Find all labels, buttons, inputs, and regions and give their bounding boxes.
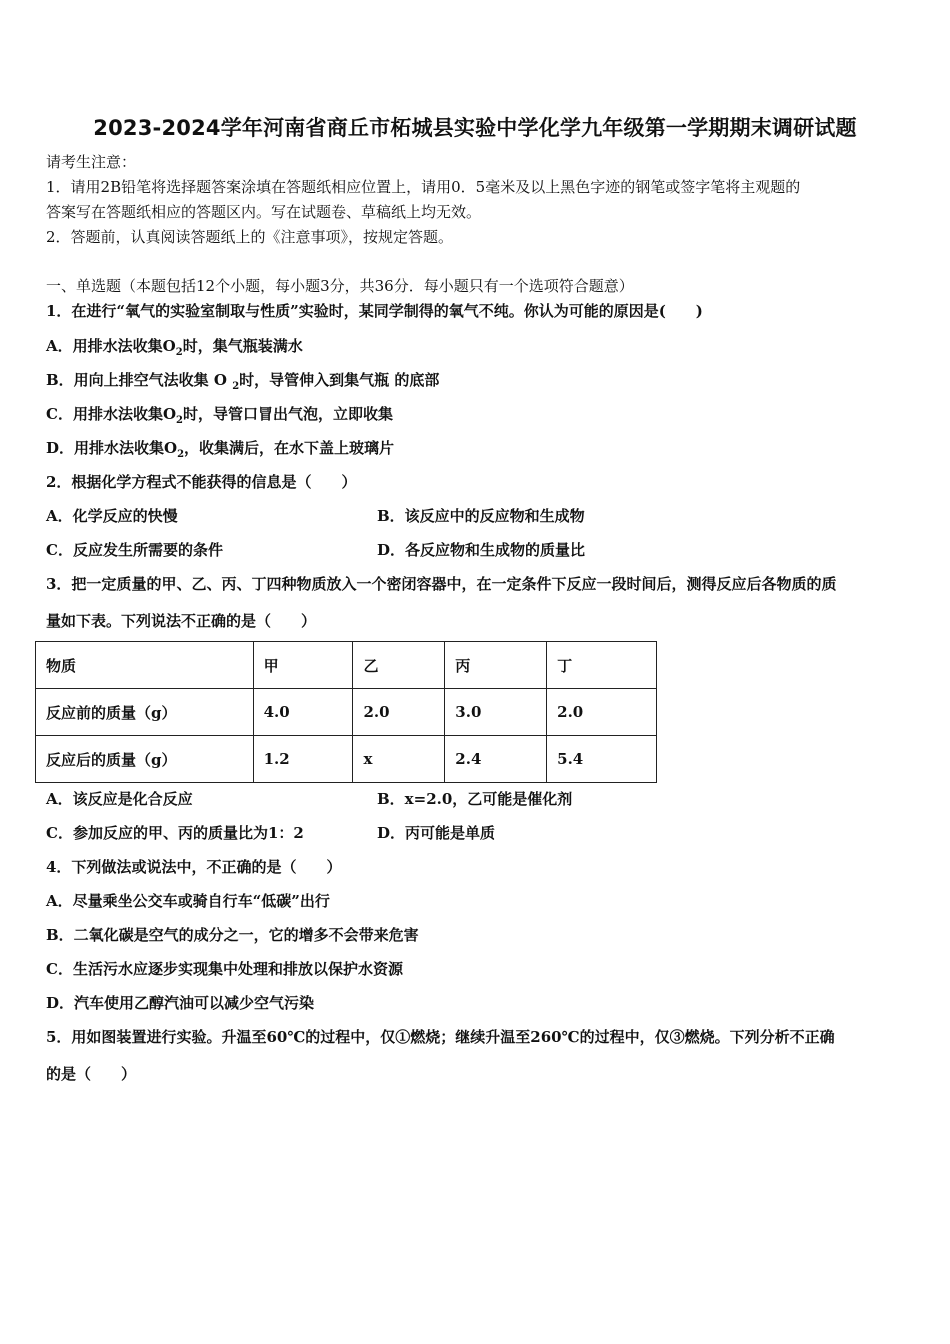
question-5-stem-1: 5．用如图装置进行实验。升温至60℃的过程中，仅①燃烧；继续升温至260℃的过程中，仅③燃烧。下列分析不正确 — [46, 1028, 835, 1046]
question-1-option-a — [46, 336, 303, 363]
question-3-option-a: A．该反应是化合反应 — [46, 790, 193, 808]
option-text: C．用排水法收集O — [46, 405, 177, 423]
question-4-option-b: B．二氧化碳是空气的成分之一，它的增多不会带来危害 — [46, 926, 419, 944]
option-text: ，收集满后，在水下盖上玻璃片 — [184, 439, 395, 457]
table-row — [36, 736, 657, 783]
option-text: 时，导管伸入到集气瓶 的底部 — [239, 371, 440, 389]
subscript: 2 — [175, 347, 183, 358]
question-3-option-d: D．丙可能是单质 — [377, 824, 496, 842]
question-5-stem-2: 的是（ ） — [46, 1065, 137, 1083]
option-text: 时，集气瓶装满水 — [182, 337, 303, 355]
question-2-option-b: B．该反应中的反应物和生成物 — [377, 507, 585, 525]
table-cell: 2.4 — [445, 736, 547, 783]
notice-line-1b: 答案写在答题纸相应的答题区内。写在试题卷、草稿纸上均无效。 — [46, 203, 482, 221]
table-row — [36, 689, 657, 736]
page-title: 2023-2024学年河南省商丘市柘城县实验中学化学九年级第一学期期末调研试题 — [93, 116, 857, 140]
question-4-option-a: A．尽量乘坐公交车或骑自行车“低碳”出行 — [46, 892, 330, 910]
question-3-stem-1: 3．把一定质量的甲、乙、丙、丁四种物质放入一个密闭容器中，在一定条件下反应一段时间后，测得反应后各物质的质 — [46, 575, 837, 593]
question-3-stem-2: 量如下表。下列说法不正确的是（ ） — [46, 612, 317, 630]
table-cell: 甲 — [253, 642, 353, 689]
table-cell: 丁 — [547, 642, 657, 689]
question-2-option-a: A．化学反应的快慢 — [46, 507, 178, 525]
table-cell: 4.0 — [253, 689, 353, 736]
question-4-option-c: C．生活污水应逐步实现集中处理和排放以保护水资源 — [46, 960, 403, 978]
question-4-option-d: D．汽车使用乙醇汽油可以减少空气污染 — [46, 994, 315, 1012]
table-cell: 乙 — [353, 642, 445, 689]
subscript: 2 — [232, 381, 240, 392]
option-text: A．用排水法收集O — [46, 337, 176, 355]
table-cell: 反应前的质量（g） — [36, 689, 254, 736]
question-1-option-d — [46, 438, 394, 465]
mass-table — [35, 641, 657, 783]
question-3-option-b: B．x=2.0，乙可能是催化剂 — [377, 790, 573, 808]
notice-line-1a: 1．请用2B铅笔将选择题答案涂填在答题纸相应位置上，请用0．5毫米及以上黑色字迹的钢笔或签字笔将主观题的 — [46, 178, 801, 196]
table-header-row — [36, 642, 657, 689]
table-cell: 1.2 — [253, 736, 353, 783]
option-text: 时，导管口冒出气泡，立即收集 — [182, 405, 393, 423]
table-cell: 3.0 — [445, 689, 547, 736]
question-2-option-c: C．反应发生所需要的条件 — [46, 541, 223, 559]
subscript: 2 — [177, 449, 185, 460]
table-cell: 2.0 — [353, 689, 445, 736]
notice-heading: 请考生注意： — [46, 153, 137, 171]
question-1-option-b — [46, 370, 439, 397]
table-cell: 反应后的质量（g） — [36, 736, 254, 783]
question-4-stem: 4．下列做法或说法中，不正确的是（ ） — [46, 858, 342, 876]
section-heading: 一、单选题（本题包括12个小题，每小题3分，共36分．每小题只有一个选项符合题意） — [46, 277, 634, 295]
table-cell: 2.0 — [547, 689, 657, 736]
table-cell: 丙 — [445, 642, 547, 689]
question-1-option-c — [46, 404, 393, 431]
question-2-stem: 2．根据化学方程式不能获得的信息是（ ） — [46, 473, 357, 491]
notice-line-2: 2．答题前，认真阅读答题纸上的《注意事项》，按规定答题。 — [46, 228, 454, 246]
table-cell: x — [353, 736, 445, 783]
question-3-option-c: C．参加反应的甲、丙的质量比为1：2 — [46, 824, 304, 842]
question-2-option-d: D．各反应物和生成物的质量比 — [377, 541, 586, 559]
question-1-stem: 1．在进行“氧气的实验室制取与性质”实验时，某同学制得的氧气不纯。你认为可能的原因是( ) — [46, 302, 703, 320]
table-cell: 物质 — [36, 642, 254, 689]
table-cell: 5.4 — [547, 736, 657, 783]
option-text: D．用排水法收集O — [46, 439, 178, 457]
subscript: 2 — [176, 415, 183, 426]
option-text: B．用向上排空气法收集 O — [46, 371, 233, 389]
